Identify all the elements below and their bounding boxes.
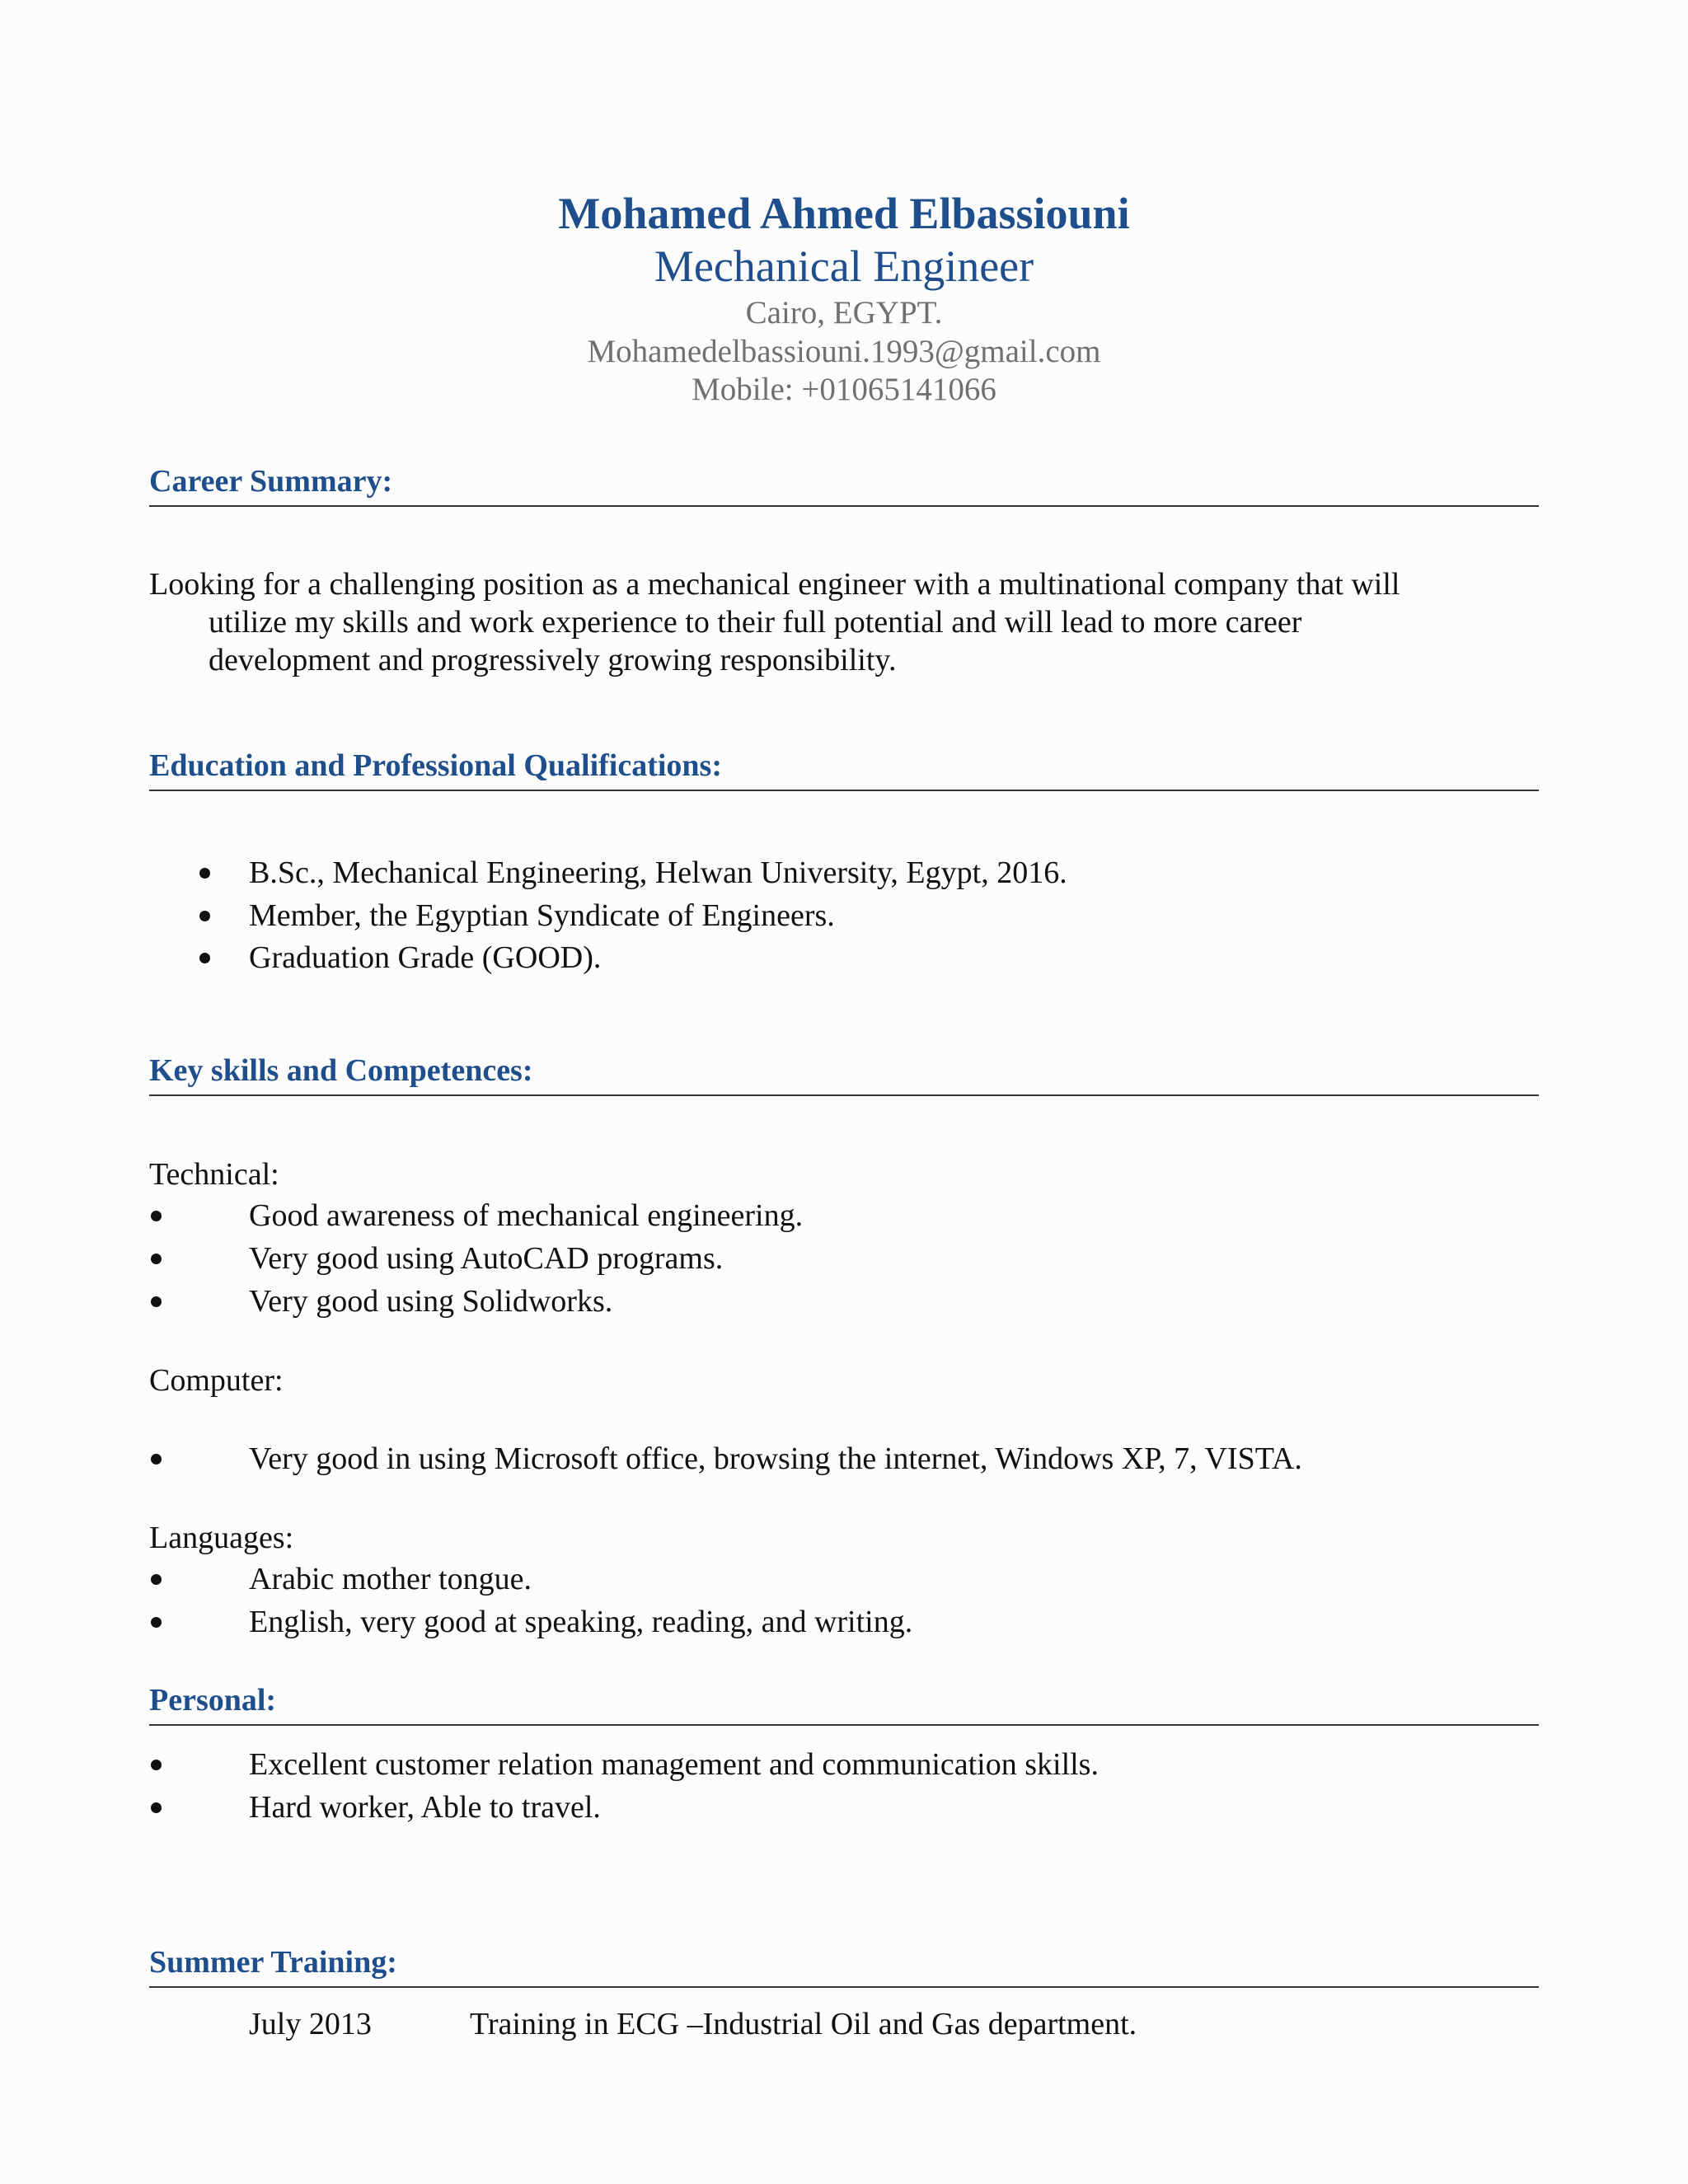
languages-label: Languages: xyxy=(149,1521,294,1555)
training-date: July 2013 xyxy=(249,2007,372,2041)
bullet-icon xyxy=(151,1574,162,1585)
computer-label: Computer: xyxy=(149,1363,284,1398)
job-title: Mechanical Engineer xyxy=(654,241,1034,291)
applicant-name: Mohamed Ahmed Elbassiouni xyxy=(558,189,1130,238)
education-heading: Education and Professional Qualifications: xyxy=(149,747,1539,791)
mobile-number: Mobile: +01065141066 xyxy=(692,372,996,407)
email-address: Mohamedelbassiouni.1993@gmail.com xyxy=(587,334,1101,369)
technical-label: Technical: xyxy=(149,1157,279,1192)
bullet-icon xyxy=(151,1802,162,1813)
bullet-icon xyxy=(151,1617,162,1628)
bullet-icon xyxy=(151,1254,162,1264)
training-description: Training in ECG –Industrial Oil and Gas department. xyxy=(470,2007,1137,2041)
summary-line: utilize my skills and work experience to their full potential and will lead to more career xyxy=(209,605,1302,640)
location: Cairo, EGYPT. xyxy=(745,295,943,330)
bullet-icon xyxy=(151,1454,162,1465)
bullet-icon xyxy=(151,1760,162,1770)
skills-heading: Key skills and Competences: xyxy=(149,1052,1539,1096)
career-summary-heading: Career Summary: xyxy=(149,462,1539,507)
bullet-icon xyxy=(151,1211,162,1221)
personal-heading: Personal: xyxy=(149,1681,1539,1726)
summer-training-heading: Summer Training: xyxy=(149,1943,1539,1988)
career-summary-text xyxy=(149,565,1550,679)
bullet-icon xyxy=(199,868,210,879)
bullet-icon xyxy=(151,1296,162,1307)
summary-line: Looking for a challenging position as a mechanical engineer with a multinational company that will xyxy=(149,567,1400,602)
summary-line: development and progressively growing responsibility. xyxy=(209,643,897,677)
resume-page: Mohamed Ahmed Elbassiouni Mechanical Engineer Cairo, EGYPT. Mohamedelbassiouni.1993@gmail.com Mobile: +01065141066 Career Summary: Looking for a challenging position as a mechanical engineer with a multinational company that will utilize my skills and work experience to their full potential and will lead to more career development and progressively growing responsibility. Education and Professional Qualifications: B.Sc., Mechanical Engineering, Helwan University, Egypt, 2016. Member, the Egyptian Syndicate of Engineers. Graduation Grade (GOOD). Key skills and Competences: Technical: Good awareness of mechanical engineering. Very good using AutoCAD programs. Very good using Solidworks. Computer: Very good in using Microsoft office, browsing the internet, Windows XP, 7, VISTA. Languages: Arabic mother tongue. English, very good at speaking, reading, and writing. Personal: Excellent customer relation management and communication skills. Hard worker, Able to travel. Summer Training: July 2013 Training in ECG –Industrial Oil and Gas department. xyxy=(0,0,1688,2184)
bullet-icon xyxy=(199,953,210,963)
bullet-icon xyxy=(199,911,210,921)
